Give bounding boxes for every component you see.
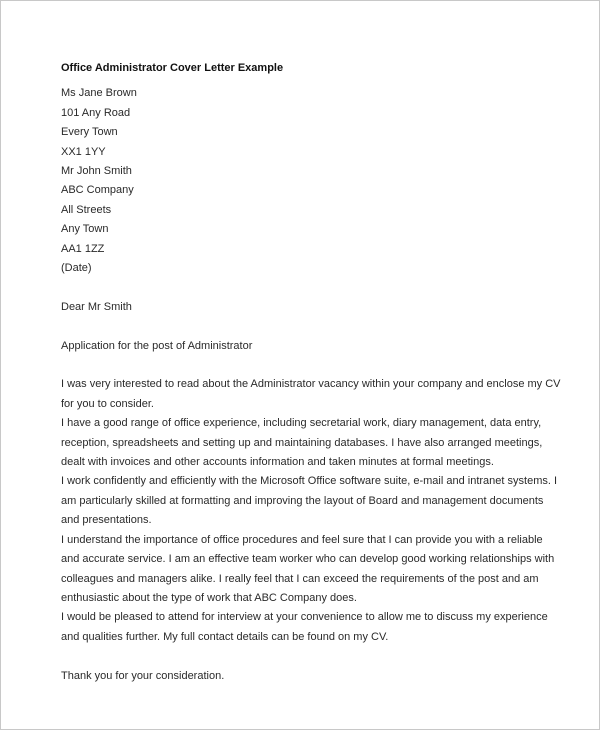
spacer	[61, 278, 561, 297]
recipient-address	[61, 162, 561, 259]
recipient-town: Any Town	[61, 223, 109, 236]
recipient-street: All Streets	[61, 203, 112, 216]
paragraph: I understand the importance of office procedures and feel sure that I can provide you with a reliable and accurate service. I am an effective team worker who can develop good working relationships with colleagues and managers alike. I really feel that I can exceed the requirements of the post and am enthusiastic about the type of work that ABC Company does.	[61, 533, 555, 604]
salutation: Dear Mr Smith	[61, 300, 132, 313]
sender-address	[61, 84, 561, 162]
letter-body	[61, 59, 561, 686]
sender-name: Ms Jane Brown	[61, 87, 137, 100]
sender-town: Every Town	[61, 126, 118, 139]
letter-date: (Date)	[61, 262, 92, 275]
subject-line: Application for the post of Administrator	[61, 339, 253, 352]
closing-line: Thank you for your consideration.	[61, 669, 225, 682]
spacer	[61, 647, 561, 666]
paragraph: I would be pleased to attend for interview at your convenience to allow me to discuss my experience and qualities further. My full contact details can be found on my CV.	[61, 611, 548, 643]
recipient-postcode: AA1 1ZZ	[61, 242, 105, 255]
paragraph: I have a good range of office experience, including secretarial work, diary management, data entry, reception, spreadsheets and setting up and maintaining databases. I have also arranged meetings, dealt with invoices and other accounts information and taken minutes at formal meetings.	[61, 417, 543, 469]
letter-paragraphs	[61, 375, 561, 647]
document-title: Office Administrator Cover Letter Example	[61, 62, 284, 74]
recipient-name: Mr John Smith	[61, 165, 132, 178]
recipient-company: ABC Company	[61, 184, 134, 197]
spacer	[61, 317, 561, 336]
sender-postcode: XX1 1YY	[61, 145, 106, 158]
spacer	[61, 356, 561, 375]
sender-street: 101 Any Road	[61, 106, 131, 119]
paragraph: I work confidently and efficiently with the Microsoft Office software suite, e-mail and intranet systems. I am particularly skilled at formatting and improving the layout of Board and management documents and presentations.	[61, 475, 558, 527]
paragraph: I was very interested to read about the Administrator vacancy within your company and enclose my CV for you to consider.	[61, 378, 561, 410]
